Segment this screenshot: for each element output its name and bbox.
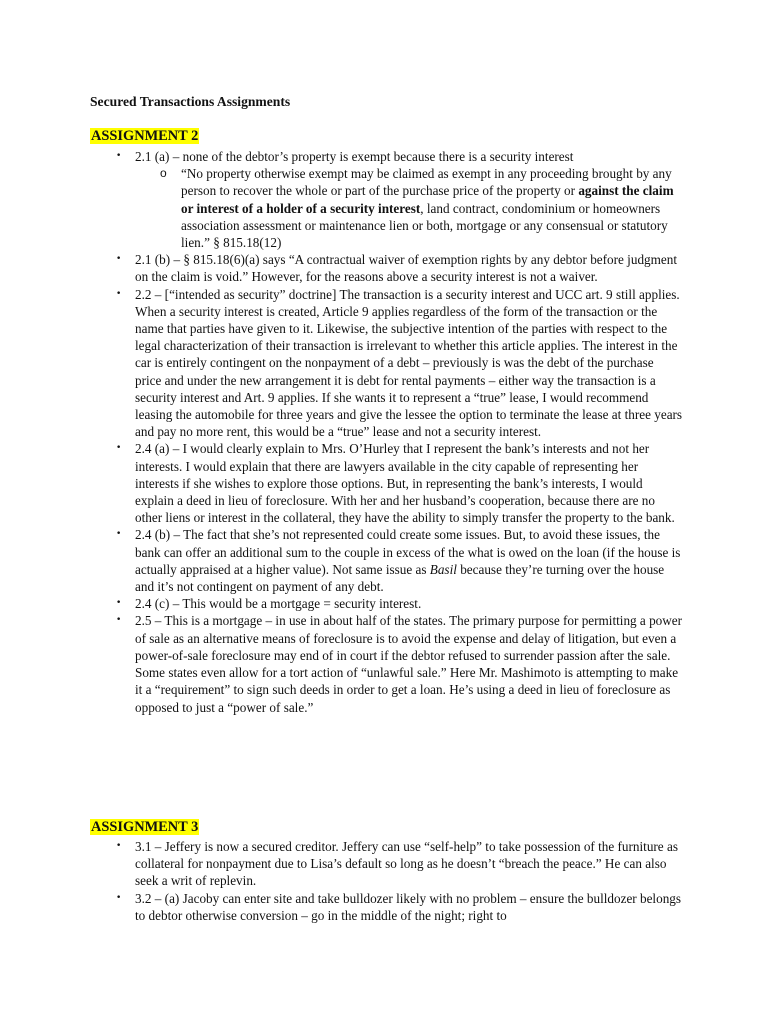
sub-list bbox=[135, 165, 683, 251]
item-2-4b-text-before: 2.4 (b) – The fact that she’s not represented could create some issues. But, to avoid these issues, the bank can offer an additional sum to the couple in excess of the what is owed on the loan (if the house is actually appraised at a higher value). Not same issue as bbox=[135, 527, 681, 577]
list-item bbox=[0, 838, 683, 890]
list-item bbox=[0, 440, 683, 526]
document-title: Secured Transactions Assignments bbox=[90, 94, 291, 109]
item-2-4a-text: 2.4 (a) – I would clearly explain to Mrs. O’Hurley that I represent the bank’s interests and not her interests. I would explain that there are lawyers available in the city capable of representing her interests if she wishes to explore those options. But, in representing the bank’s interests, I would explain a deed in lieu of foreclosure. With her and her husband’s cooperation, because there are no other liens or interest in the collateral, they have the ability to simply transfer the property to the bank. bbox=[135, 441, 675, 526]
bullet-icon: • bbox=[116, 598, 122, 609]
item-2-4c-text: 2.4 (c) – This would be a mortgage = security interest. bbox=[135, 596, 422, 612]
list-item bbox=[0, 526, 683, 595]
item-2-4b-text-after: because they’re turning over the house and it’s not contingent on payment of any debt. bbox=[135, 561, 665, 595]
bullet-icon: • bbox=[116, 615, 122, 626]
sub-list-item bbox=[135, 165, 683, 251]
assignment-2-list bbox=[0, 148, 768, 716]
bullet-icon: • bbox=[116, 892, 122, 903]
assignment-2-heading-text: ASSIGNMENT 2 bbox=[91, 128, 199, 144]
list-item bbox=[0, 595, 683, 612]
list-item bbox=[0, 612, 683, 715]
item-3-1-text: 3.1 – Jeffery is now a secured creditor. Jeffery can use “self-help” to take possession of the furniture as collateral for nonpayment due to Lisa’s default so long as he doesn’t “breach the peace.” He can also seek a writ of replevin. bbox=[135, 839, 678, 889]
item-2-1b-text: 2.1 (b) – § 815.18(6)(a) says “A contractual waiver of exemption rights by any debtor before judgment on the claim is void.” However, for the reasons above a security interest is not a waiver. bbox=[135, 252, 677, 285]
bullet-icon: • bbox=[116, 529, 122, 540]
item-2-5-text: 2.5 – This is a mortgage – in use in about half of the states. The primary purpose for permitting a power of sale as an alternative means of foreclosure is to avoid the expense and delay of litigation, but even a power-of-sale foreclosure may end of in court if the debtor refused to surrender passion after the sale. Some states even allow for a tort action of “unlawful sale.” Here Mr. Mashimoto is attempting to make it a “requirement” to sign such deeds in order to get a loan. He’s using a deed in lieu of foreclosure as opposed to just a “power of sale.” bbox=[135, 613, 683, 715]
list-item bbox=[0, 890, 683, 924]
bullet-icon: • bbox=[116, 254, 122, 265]
assignment-2-heading bbox=[90, 127, 199, 145]
item-2-1a-text: 2.1 (a) – none of the debtor’s property is exempt because there is a security interest bbox=[135, 149, 574, 164]
bullet-icon: • bbox=[116, 443, 122, 454]
bullet-icon: • bbox=[116, 288, 122, 299]
assignment-3-heading-text: ASSIGNMENT 3 bbox=[91, 819, 199, 835]
assignment-3-list bbox=[0, 838, 768, 924]
assignment-3-heading bbox=[90, 818, 199, 836]
bullet-icon: • bbox=[116, 151, 122, 161]
item-2-4b-case-name: Basil bbox=[429, 561, 457, 577]
quote-bold-text: against the claim or interest of a holder of a security interest bbox=[181, 183, 674, 216]
item-3-2-text: 3.2 – (a) Jacoby can enter site and take bulldozer likely with no problem – ensure the bulldozer belongs to debtor otherwise conversion – go in the middle of the night; right to bbox=[135, 890, 682, 923]
list-item bbox=[0, 251, 683, 285]
quote-text-after: , land contract, condominium or homeowners association assessment or maintenance lien or both, mortgage or any consensual or statutory lien.” § 815.18(12) bbox=[181, 200, 668, 251]
sub-bullet-icon: o bbox=[160, 166, 167, 181]
list-item bbox=[0, 148, 683, 251]
quote-text-before: “No property otherwise exempt may be claimed as exempt in any proceeding brought by any person to recover the whole or part of the purchase price of the property or bbox=[181, 166, 672, 199]
bullet-icon: • bbox=[116, 841, 122, 851]
item-2-2-text: 2.2 – [“intended as security” doctrine] The transaction is a security interest and UCC art. 9 still applies. When a security interest is created, Article 9 applies regardless of the form of the transaction or the name that parties have given to it. Likewise, the subjective intention of the parties with respect to the legal characterization of their transaction is irrelevant to whether this article applies. The interest in the car is entirely contingent on the nonpayment of a debt – previously is was the debt of the purchase price and under the new arrangement it is debt for rental payments – either way the transaction is a security interest and Art. 9 applies. If she wants it to represent a “true” lease, I would recommend leasing the automobile for three years and give the lessee the option to terminate the lease at three years and pay no more rent, this would be a “true” lease and not a security interest. bbox=[135, 286, 683, 440]
list-item bbox=[0, 286, 683, 441]
